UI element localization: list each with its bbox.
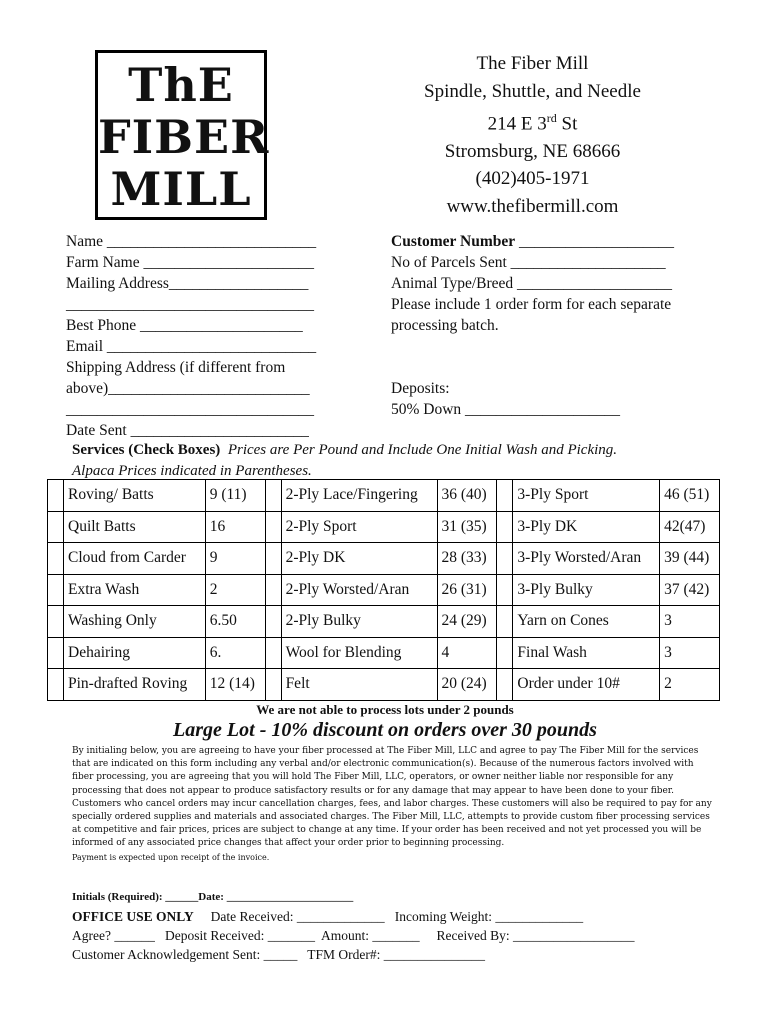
service-checkbox[interactable]: [497, 669, 513, 701]
initials-field[interactable]: Initials (Required): ______Date: _______________________: [72, 891, 354, 903]
price-row: [48, 637, 720, 669]
service-price: 2: [660, 669, 720, 701]
service-name: 2-Ply DK: [281, 543, 437, 575]
service-price: 2: [205, 574, 265, 606]
large-lot-discount: Large Lot - 10% discount on orders over 30 pounds: [173, 719, 597, 741]
service-checkbox[interactable]: [497, 543, 513, 575]
service-price: 28 (33): [437, 543, 497, 575]
services-note: Prices are Per Pound and Include One Initial Wash and Picking.: [227, 442, 618, 458]
service-checkbox[interactable]: [48, 669, 64, 701]
deposits-label: Deposits:: [391, 380, 450, 397]
service-checkbox[interactable]: [265, 543, 281, 575]
service-name: Roving/ Batts: [64, 480, 206, 512]
received-by-field[interactable]: Received By: __________________: [436, 928, 635, 943]
service-price: 16: [205, 511, 265, 543]
service-name: Cloud from Carder: [64, 543, 206, 575]
logo-line-2: FIBER: [98, 110, 270, 164]
terms-paragraph: [72, 745, 712, 864]
customer-info-right: [391, 231, 736, 420]
service-price: 37 (42): [660, 574, 720, 606]
service-name: Felt: [281, 669, 437, 701]
service-checkbox[interactable]: [497, 574, 513, 606]
service-name: Yarn on Cones: [513, 606, 660, 638]
customer-number-field[interactable]: Customer Number ____________________: [391, 233, 675, 250]
shipping-address-field[interactable]: above)__________________________: [66, 380, 310, 397]
service-checkbox[interactable]: [48, 637, 64, 669]
parcels-field[interactable]: No of Parcels Sent ____________________: [391, 254, 666, 271]
deposit-down-field[interactable]: 50% Down ____________________: [391, 401, 621, 418]
service-name: 3-Ply Sport: [513, 480, 660, 512]
email-field[interactable]: Email ___________________________: [66, 338, 317, 355]
agree-field[interactable]: Agree? ______: [72, 928, 155, 943]
fiber-mill-logo: [95, 50, 270, 220]
office-row-2: [72, 926, 732, 945]
website-link[interactable]: www.thefibermill.com: [446, 195, 619, 217]
service-price: 46 (51): [660, 480, 720, 512]
price-row: [48, 543, 720, 575]
price-row: [48, 606, 720, 638]
service-price: 39 (44): [660, 543, 720, 575]
service-price: 9: [205, 543, 265, 575]
customer-info-left: [66, 231, 366, 441]
service-name: Quilt Batts: [64, 511, 206, 543]
service-name: Dehairing: [64, 637, 206, 669]
company-name: The Fiber Mill: [476, 53, 589, 74]
service-price: 12 (14): [205, 669, 265, 701]
city-address: Stromsburg, NE 68666: [444, 140, 621, 162]
animal-type-field[interactable]: Animal Type/Breed ____________________: [391, 275, 673, 292]
date-received-field[interactable]: Date Received: _____________: [210, 909, 385, 924]
service-price: 9 (11): [205, 480, 265, 512]
service-price: 3: [660, 637, 720, 669]
service-checkbox[interactable]: [265, 606, 281, 638]
service-name: 3-Ply Worsted/Aran: [513, 543, 660, 575]
service-price: 3: [660, 606, 720, 638]
service-price: 31 (35): [437, 511, 497, 543]
service-name: 2-Ply Worsted/Aran: [281, 574, 437, 606]
amount-field[interactable]: Amount: _______: [320, 928, 420, 943]
service-price: 20 (24): [437, 669, 497, 701]
shipping-address-field-2[interactable]: ________________________________: [66, 401, 314, 418]
service-name: Extra Wash: [64, 574, 206, 606]
service-price: 6.50: [205, 606, 265, 638]
service-checkbox[interactable]: [265, 480, 281, 512]
price-row: [48, 511, 720, 543]
service-checkbox[interactable]: [497, 511, 513, 543]
terms-text: By initialing below, you are agreeing to have your fiber processed at The Fiber Mill, LLC and agree to pay The Fiber Mill for the services that are indicated on this form including any verbal and/or electronic communication(s). Because of the numerous factors involved with fiber processing, you are agreeing that you will hold The Fiber Mill, LLC, operators, or owner neither liable nor responsible for any processing that does not appear to produce satisfactory results or for any damage that may appear to have been done to your fiber. Customers who cancel orders may incur cancellation charges, fees, and labor charges. These customers will also be required to pay for any specially ordered supplies and materials and associated charges. The Fiber Mill, LLC, attempts to provide custom fiber processing services at competitive and fair prices, prices are subject to change at any time. If your order has been received and not yet processed you will be informed of any associated price changes that affect your order prior to beginning processing.: [72, 746, 712, 849]
service-name: 2-Ply Sport: [281, 511, 437, 543]
company-subtitle: Spindle, Shuttle, and Needle: [424, 80, 641, 102]
service-name: 3-Ply Bulky: [513, 574, 660, 606]
service-checkbox[interactable]: [497, 606, 513, 638]
service-price: 42(47): [660, 511, 720, 543]
office-row-1: [72, 907, 732, 926]
service-price: 4: [437, 637, 497, 669]
service-name: Washing Only: [64, 606, 206, 638]
office-row-3: [72, 945, 732, 964]
payment-note: Payment is expected upon receipt of the invoice.: [72, 852, 270, 862]
service-name: Order under 10#: [513, 669, 660, 701]
service-price: 6.: [205, 637, 265, 669]
service-checkbox[interactable]: [265, 574, 281, 606]
company-header: [390, 50, 675, 220]
deposit-received-field[interactable]: Deposit Received: _______: [164, 928, 315, 943]
logo-line-1: ThE: [128, 58, 234, 112]
phone-number: (402)405-1971: [475, 168, 590, 190]
service-name: 2-Ply Lace/Fingering: [281, 480, 437, 512]
mailing-address-field-2[interactable]: ________________________________: [66, 296, 314, 313]
service-price: 26 (31): [437, 574, 497, 606]
price-row: [48, 669, 720, 701]
farm-name-field[interactable]: Farm Name ______________________: [66, 254, 314, 271]
office-use-label: OFFICE USE ONLY: [72, 909, 194, 924]
office-section: [72, 888, 732, 964]
minimum-lot-notice: We are not able to process lots under 2 pounds: [256, 702, 514, 717]
service-name: Wool for Blending: [281, 637, 437, 669]
service-checkbox[interactable]: [48, 511, 64, 543]
service-checkbox[interactable]: [265, 511, 281, 543]
service-checkbox[interactable]: [48, 606, 64, 638]
name-field[interactable]: Name ___________________________: [66, 233, 317, 250]
alpaca-note: Alpaca Prices indicated in Parentheses.: [72, 463, 312, 479]
service-checkbox[interactable]: [265, 669, 281, 701]
services-price-table: [47, 479, 720, 701]
service-name: Pin-drafted Roving: [64, 669, 206, 701]
service-checkbox[interactable]: [48, 543, 64, 575]
logo-line-3: MILL: [110, 162, 252, 216]
service-checkbox[interactable]: [48, 574, 64, 606]
price-row: [48, 480, 720, 512]
service-price: 24 (29): [437, 606, 497, 638]
service-price: 36 (40): [437, 480, 497, 512]
phone-field[interactable]: Best Phone _____________________: [66, 317, 303, 334]
services-title: Services (Check Boxes): [72, 442, 221, 458]
service-name: 3-Ply DK: [513, 511, 660, 543]
service-checkbox[interactable]: [497, 480, 513, 512]
street-address: 214 E 3rd St: [487, 111, 578, 135]
service-checkbox[interactable]: [48, 480, 64, 512]
tfm-order-field[interactable]: TFM Order#: _______________: [307, 947, 485, 962]
shipping-address-label: Shipping Address (if different from: [66, 359, 286, 376]
mailing-address-field[interactable]: Mailing Address__________________: [66, 275, 309, 292]
batch-note: Please include 1 order form for each separate: [391, 296, 672, 313]
services-heading: [72, 440, 712, 482]
service-checkbox[interactable]: [265, 637, 281, 669]
incoming-weight-field[interactable]: Incoming Weight: _____________: [394, 909, 584, 924]
batch-note-2: processing batch.: [391, 317, 499, 334]
service-name: Final Wash: [513, 637, 660, 669]
service-checkbox[interactable]: [497, 637, 513, 669]
acknowledgement-field[interactable]: Customer Acknowledgement Sent: _____: [72, 947, 298, 962]
service-name: 2-Ply Bulky: [281, 606, 437, 638]
date-sent-field[interactable]: Date Sent _______________________: [66, 422, 309, 439]
price-row: [48, 574, 720, 606]
